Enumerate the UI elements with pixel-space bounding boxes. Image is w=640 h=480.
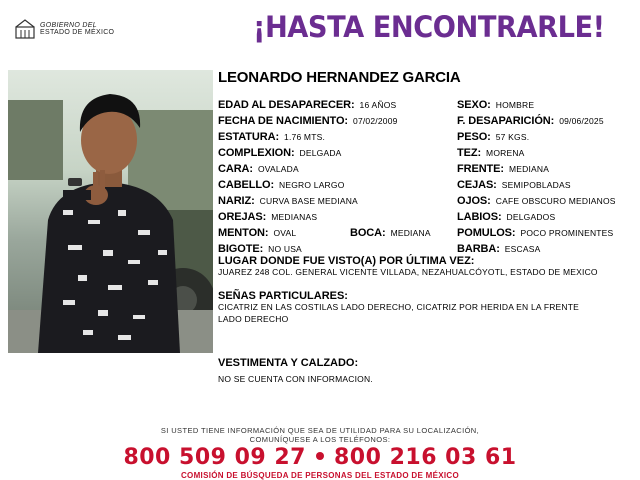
field-value: MEDIANA: [508, 164, 550, 174]
field-label: NARIZ:: [218, 195, 255, 207]
field-value: 09/06/2025: [559, 116, 604, 126]
field-value: MORENA: [486, 148, 525, 158]
field-labios: [457, 208, 555, 224]
missing-person-photo: [8, 70, 213, 353]
clothing-text: NO SE CUENTA CON INFORMACION.: [218, 374, 373, 384]
phone-numbers: [0, 445, 640, 470]
field-label: PESO:: [457, 131, 491, 143]
field-label: FECHA DE NACIMIENTO:: [218, 115, 349, 127]
phone-number-1[interactable]: 800 509 09 27: [123, 445, 306, 470]
commission-name: COMISIÓN DE BÚSQUEDA DE PERSONAS DEL ESTADO DE MÉXICO: [180, 471, 459, 480]
field-cejas: [457, 176, 571, 192]
field-value: NEGRO LARGO: [279, 180, 345, 190]
field-pomulos: [457, 224, 613, 240]
field-label: CARA:: [218, 163, 253, 175]
bullet-dot-icon: [316, 452, 324, 460]
clothing-title: VESTIMENTA Y CALZADO:: [218, 357, 359, 369]
logo-line-2: ESTADO DE MÉXICO: [40, 29, 115, 36]
field-bigote: [218, 240, 302, 256]
field-label: OREJAS:: [218, 211, 267, 223]
field-label: OJOS:: [457, 195, 491, 207]
field-ojos: [457, 192, 616, 208]
field-menton: [218, 224, 296, 240]
field-value: MEDIANA: [390, 228, 431, 238]
field-tez: [457, 144, 525, 160]
field-label: BIGOTE:: [218, 243, 264, 255]
field-label: LABIOS:: [457, 211, 502, 223]
field-edad: [218, 96, 396, 112]
field-cara: [218, 160, 299, 176]
marks-text: CICATRIZ EN LAS COSTILAS LADO DERECHO, CICATRIZ POR HERIDA EN LA FRENTE LADO DERECHO: [218, 302, 580, 324]
logo-line-1: GOBIERNO DEL: [40, 22, 97, 29]
field-frente: [457, 160, 549, 176]
person-name: LEONARDO HERNANDEZ GARCIA: [218, 69, 461, 86]
field-fecha-desaparicion: [457, 112, 604, 128]
field-nariz: [218, 192, 358, 208]
field-value: NO USA: [268, 244, 302, 254]
field-barba: [457, 240, 540, 256]
field-value: POCO PROMINENTES: [520, 228, 614, 238]
field-value: MEDIANAS: [271, 212, 318, 222]
field-label: POMULOS:: [457, 227, 516, 239]
field-value: DELGADOS: [506, 212, 556, 222]
field-cabello: [218, 176, 345, 192]
field-orejas: [218, 208, 317, 224]
info-line-1: SI USTED TIENE INFORMACIÓN QUE SEA DE UTILIDAD PARA SU LOCALIZACIÓN,: [160, 426, 480, 435]
government-seal-icon: [14, 18, 36, 40]
field-value: HOMBRE: [495, 100, 535, 110]
field-label: SEXO:: [457, 99, 491, 111]
field-value: DELGADA: [299, 148, 342, 158]
field-label: CEJAS:: [457, 179, 497, 191]
field-label: ESTATURA:: [218, 131, 280, 143]
field-estatura: [218, 128, 325, 144]
field-label: EDAD AL DESAPARECER:: [218, 99, 355, 111]
last-seen-text: JUAREZ 248 COL. GENERAL VICENTE VILLADA, NEZAHUALCÓYOTL, ESTADO DE MEXICO: [218, 267, 598, 277]
field-value: 1.76 MTS.: [284, 132, 326, 142]
marks-title: SEÑAS PARTICULARES:: [218, 290, 348, 302]
field-label: BOCA:: [350, 227, 386, 239]
field-sexo: [457, 96, 534, 112]
field-value: 07/02/2009: [353, 116, 398, 126]
headline: ¡HASTA ENCONTRARLE!: [253, 10, 605, 44]
field-value: CURVA BASE MEDIANA: [259, 196, 358, 206]
field-value: 16 AÑOS: [359, 100, 397, 110]
field-value: CAFE OBSCURO MEDIANOS: [495, 196, 616, 206]
government-logo: [14, 18, 114, 40]
info-line-2: COMUNÍQUESE A LOS TELÉFONOS:: [249, 435, 391, 444]
field-value: OVALADA: [257, 164, 299, 174]
field-complexion: [218, 144, 342, 160]
field-label: FRENTE:: [457, 163, 504, 175]
field-boca: [350, 224, 431, 240]
field-label: TEZ:: [457, 147, 482, 159]
phone-number-2[interactable]: 800 216 03 61: [334, 445, 517, 470]
field-label: COMPLEXION:: [218, 147, 295, 159]
field-label: CABELLO:: [218, 179, 275, 191]
field-label: MENTON:: [218, 227, 269, 239]
field-value: SEMIPOBLADAS: [501, 180, 571, 190]
field-value: 57 KGS.: [495, 132, 530, 142]
field-label: F. DESAPARICIÓN:: [457, 115, 555, 127]
field-value: OVAL: [273, 228, 297, 238]
field-value: ESCASA: [504, 244, 541, 254]
last-seen-title: LUGAR DONDE FUE VISTO(A) POR ÚLTIMA VEZ:: [218, 255, 475, 267]
field-peso: [457, 128, 529, 144]
field-fecha-nacimiento: [218, 112, 398, 128]
field-label: BARBA:: [457, 243, 500, 255]
